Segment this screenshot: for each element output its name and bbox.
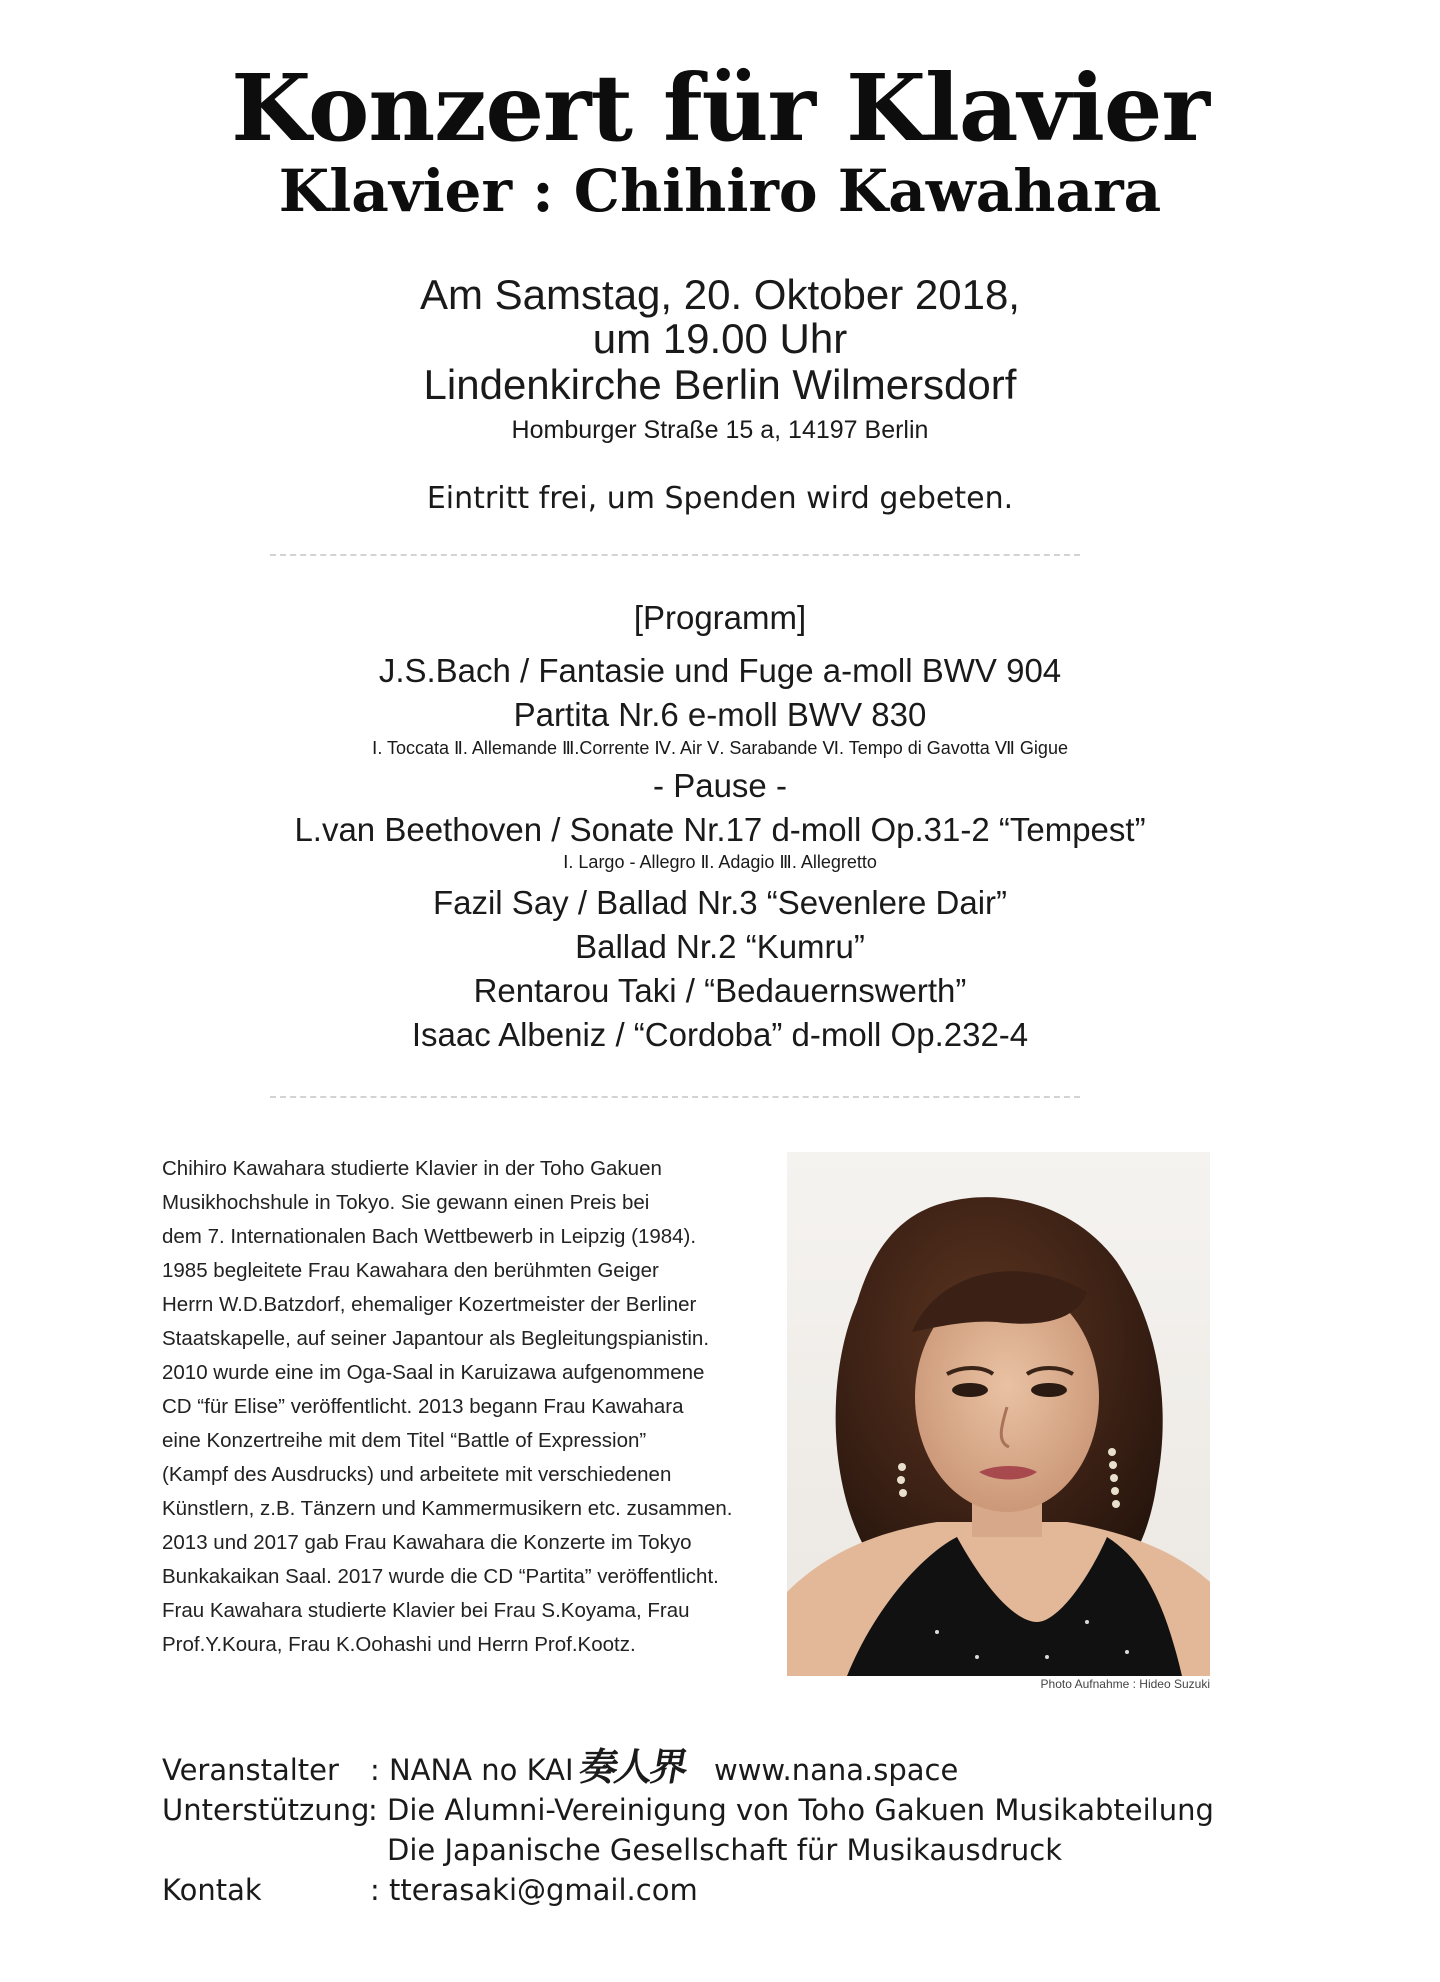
bio-line: Herrn W.D.Batzdorf, ehemaliger Kozertmeister der Berliner bbox=[162, 1293, 697, 1316]
pianist-subtitle: Klavier : Chihiro Kawahara bbox=[278, 157, 1162, 225]
program-line: J.S.Bach / Fantasie und Fuge a-moll BWV 904 bbox=[378, 652, 1062, 689]
program-line: Ballad Nr.2 “Kumru” bbox=[575, 928, 865, 965]
event-date: Am Samstag, 20. Oktober 2018, bbox=[420, 271, 1020, 318]
contact-label: Kontak bbox=[162, 1873, 262, 1907]
program-movements: Ⅰ. Largo - Allegro Ⅱ. Adagio Ⅲ. Allegretto bbox=[563, 852, 877, 872]
support-line-1: : Die Alumni-Vereinigung von Toho Gakuen Musikabteilung bbox=[368, 1793, 1214, 1827]
bio-line: 1985 begleitete Frau Kawahara den berühmten Geiger bbox=[162, 1259, 659, 1282]
bio-line: dem 7. Internationalen Bach Wettbewerb in Leipzig (1984). bbox=[162, 1225, 697, 1248]
program-line: Partita Nr.6 e-moll BWV 830 bbox=[513, 696, 927, 733]
bio-line: CD “für Elise” veröffentlicht. 2013 begann Frau Kawahara bbox=[162, 1395, 684, 1418]
bio-line: eine Konzertreihe mit dem Titel “Battle of Expression” bbox=[162, 1429, 647, 1452]
photo-credit: Photo Aufnahme : Hideo Suzuki bbox=[1040, 1677, 1210, 1691]
program-line: Rentarou Taki / “Bedauernswerth” bbox=[473, 972, 967, 1009]
bio-line: Frau Kawahara studierte Klavier bei Frau S.Koyama, Frau bbox=[162, 1599, 690, 1622]
support-label: Unterstützung bbox=[162, 1793, 370, 1827]
bio-line: Prof.Y.Koura, Frau K.Oohashi und Herrn Prof.Kootz. bbox=[162, 1633, 636, 1656]
support-line-2: Die Japanische Gesellschaft für Musikausdruck bbox=[387, 1833, 1063, 1867]
program-line: Fazil Say / Ballad Nr.3 “Sevenlere Dair” bbox=[432, 884, 1008, 921]
organizer-logo-calligraphy: 奏人界 bbox=[576, 1744, 690, 1789]
bio-line: 2010 wurde eine im Oga-Saal in Karuizawa aufgenommene bbox=[162, 1361, 705, 1384]
concert-title: Konzert für Klavier bbox=[231, 54, 1209, 162]
portrait-illustration bbox=[787, 1152, 1210, 1676]
section-divider-top bbox=[270, 554, 1080, 556]
event-venue: Lindenkirche Berlin Wilmersdorf bbox=[423, 361, 1017, 408]
bio-line: Staatskapelle, auf seiner Japantour als Begleitungspianistin. bbox=[162, 1327, 710, 1350]
organizer-name: : NANA no KAI bbox=[370, 1753, 574, 1787]
biography bbox=[162, 1152, 792, 1662]
bio-line: Künstlern, z.B. Tänzern und Kammermusikern etc. zusammen. bbox=[162, 1497, 733, 1520]
section-divider-bottom bbox=[270, 1096, 1080, 1098]
program-line: L.van Beethoven / Sonate Nr.17 d-moll Op.31-2 “Tempest” bbox=[294, 811, 1146, 848]
program-line: Isaac Albeniz / “Cordoba” d-moll Op.232-4 bbox=[411, 1016, 1029, 1053]
bio-line: Bunkakaikan Saal. 2017 wurde die CD “Partita” veröffentlicht. bbox=[162, 1565, 719, 1588]
bio-line: (Kampf des Ausdrucks) und arbeitete mit verschiedenen bbox=[162, 1463, 672, 1486]
organizer-website-link[interactable]: www.nana.space bbox=[714, 1753, 959, 1787]
bio-line: 2013 und 2017 gab Frau Kawahara die Konzerte im Tokyo bbox=[162, 1531, 692, 1554]
event-address: Homburger Straße 15 a, 14197 Berlin bbox=[511, 416, 929, 444]
pianist-portrait-photo bbox=[787, 1152, 1210, 1676]
admission-note: Eintritt frei, um Spenden wird gebeten. bbox=[426, 481, 1014, 516]
program-heading: [Programm] bbox=[633, 599, 807, 636]
event-time: um 19.00 Uhr bbox=[592, 315, 848, 362]
program-pause: - Pause - bbox=[653, 767, 787, 804]
bio-line: Chihiro Kawahara studierte Klavier in der Toho Gakuen bbox=[162, 1157, 662, 1180]
contact-email-link[interactable]: : tterasaki@gmail.com bbox=[370, 1873, 698, 1907]
program-movements: Ⅰ. Toccata Ⅱ. Allemande Ⅲ.Corrente Ⅳ. Air Ⅴ. Sarabande Ⅵ. Tempo di Gavotta Ⅶ Gigue bbox=[372, 738, 1068, 758]
bio-line: Musikhochshule in Tokyo. Sie gewann einen Preis bei bbox=[162, 1191, 650, 1214]
organizer-label: Veranstalter bbox=[162, 1753, 339, 1787]
